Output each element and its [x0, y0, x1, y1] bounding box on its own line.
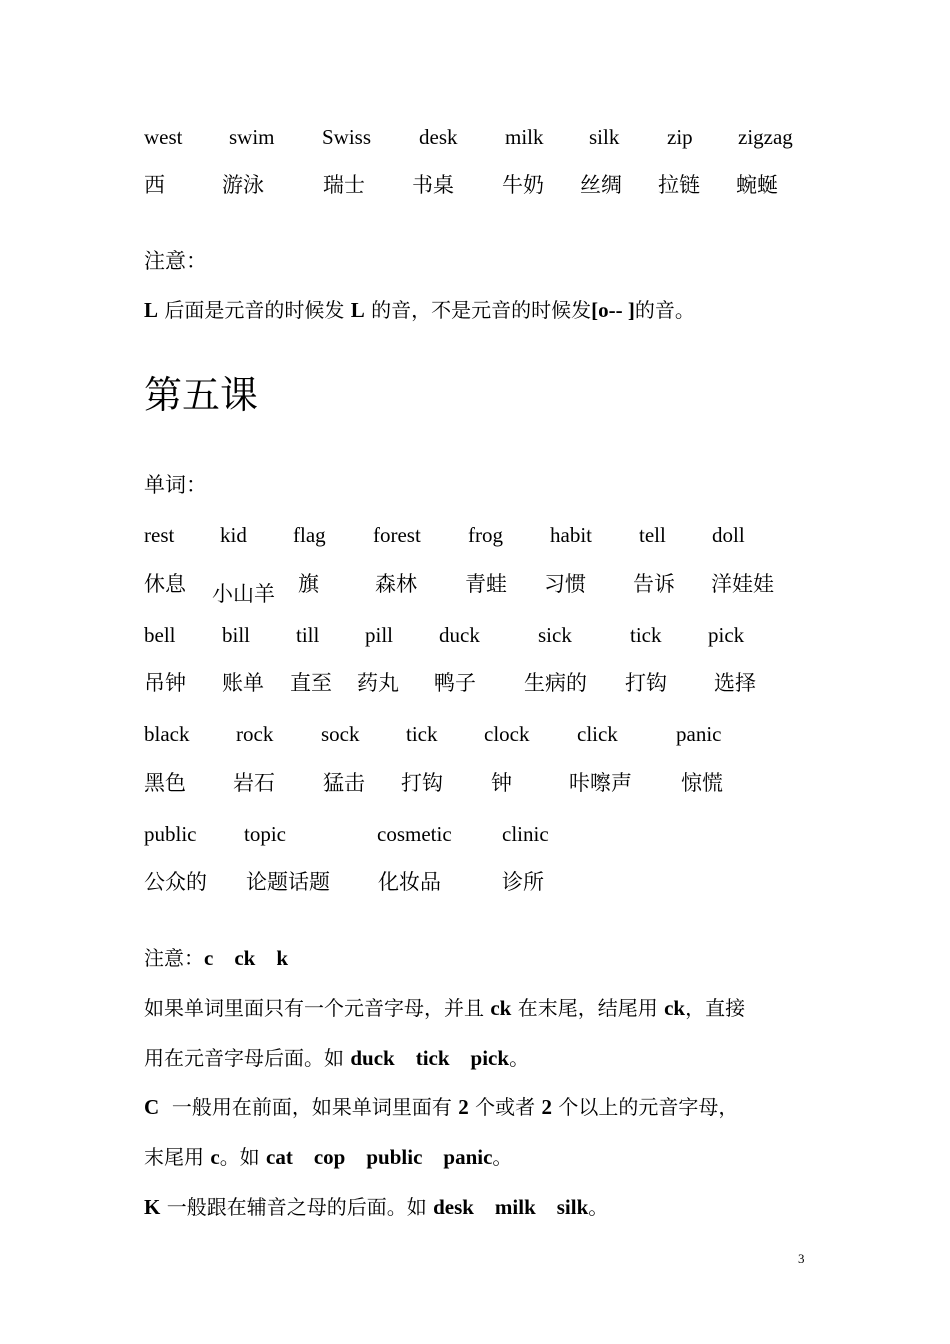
word: frog — [468, 523, 503, 547]
translation: 游泳 — [222, 173, 264, 197]
translation: 书桌 — [412, 173, 454, 197]
translation: 选择 — [714, 671, 756, 695]
word: pill — [365, 623, 394, 647]
translation: 森林 — [375, 572, 417, 596]
word: zigzag — [738, 125, 793, 149]
example-words: desk milk silk — [433, 1195, 589, 1219]
rule-text: 末尾用 — [144, 1145, 211, 1169]
translation: 旗 — [298, 572, 319, 596]
word: panic — [676, 722, 722, 746]
lesson-title: 第五课 — [144, 373, 259, 417]
rule-text: 。 — [492, 1145, 513, 1169]
word: habit — [550, 523, 592, 547]
translation: 论题话题 — [246, 870, 330, 894]
word: tick — [406, 722, 438, 746]
word: swim — [229, 125, 275, 149]
word: sick — [538, 623, 572, 647]
term: c — [210, 1145, 220, 1169]
translation: 直至 — [290, 671, 332, 695]
word: desk — [419, 125, 458, 149]
vocab-english-row — [0, 622, 950, 647]
vocab-chinese-row — [0, 770, 950, 795]
note-paragraph — [144, 1144, 512, 1170]
word: west — [144, 125, 183, 149]
note-ck-heading — [144, 945, 288, 971]
rule-text: 。 — [588, 1195, 609, 1219]
translation: 小山羊 — [212, 582, 275, 606]
word: Swiss — [322, 125, 372, 149]
term: ck — [664, 996, 686, 1020]
page-number: 3 — [798, 1251, 805, 1266]
word: sock — [321, 722, 360, 746]
rule-text: 如果单词里面只有一个元音字母，并且 — [144, 996, 491, 1020]
rule-text: 。如 — [219, 1145, 267, 1169]
vocab-english-row — [0, 721, 950, 746]
translation: 鸭子 — [434, 671, 476, 695]
note-l-rule — [144, 297, 695, 323]
rule-text: 在末尾，结尾用 — [511, 996, 665, 1020]
translation: 丝绸 — [580, 173, 622, 197]
term: C — [144, 1095, 160, 1119]
word: bell — [144, 623, 176, 647]
word: clock — [484, 722, 530, 746]
translation: 猛击 — [323, 771, 365, 795]
translation: 牛奶 — [502, 173, 544, 197]
number: 2 — [541, 1095, 552, 1119]
translation: 药丸 — [357, 671, 399, 695]
translation: 惊慌 — [681, 771, 723, 795]
translation: 洋娃娃 — [711, 572, 774, 596]
translation: 蜿蜒 — [736, 173, 778, 197]
word: tick — [630, 623, 662, 647]
translation: 休息 — [144, 572, 186, 596]
word: flag — [293, 523, 326, 547]
rule-text: 的音。 — [634, 298, 695, 322]
translation: 西 — [144, 173, 165, 197]
translation: 打钩 — [625, 671, 667, 695]
translation: 公众的 — [144, 870, 207, 894]
word: rock — [236, 722, 274, 746]
translation: 吊钟 — [144, 671, 186, 695]
word: doll — [712, 523, 745, 547]
word: tell — [639, 523, 666, 547]
note-paragraph — [144, 1194, 608, 1220]
word: clinic — [502, 822, 549, 846]
term: ck — [490, 996, 512, 1020]
rule-text: 个以上的元音字母， — [551, 1095, 739, 1119]
translation: 拉链 — [658, 173, 700, 197]
note-label: 注意： — [144, 249, 207, 273]
word: pick — [708, 623, 745, 647]
vocab-english-row — [0, 821, 950, 846]
word: zip — [667, 125, 693, 149]
translation: 打钩 — [401, 771, 443, 795]
translation: 黑色 — [144, 771, 186, 795]
rule-text: ，直接 — [685, 996, 746, 1020]
word: milk — [505, 125, 544, 149]
word: black — [144, 722, 190, 746]
example-words: duck tick pick — [350, 1046, 510, 1070]
word: bill — [222, 623, 251, 647]
note-label: 注意： — [144, 946, 204, 970]
translation: 化妆品 — [378, 870, 441, 894]
translation: 生病的 — [524, 671, 587, 695]
vocab-chinese-row — [0, 869, 950, 894]
phonetic-symbol: [o-- ] — [591, 298, 635, 322]
word: duck — [439, 623, 480, 647]
word: public — [144, 822, 197, 846]
letter-l: L — [350, 298, 365, 322]
vocab-chinese-row — [0, 571, 950, 606]
rule-text: 。 — [509, 1046, 530, 1070]
number: 2 — [458, 1095, 469, 1119]
translation: 咔嚓声 — [569, 771, 632, 795]
vocab-english-row — [0, 522, 950, 547]
term: K — [144, 1195, 161, 1219]
word: kid — [220, 523, 247, 547]
note-paragraph — [144, 1045, 529, 1071]
word: till — [296, 623, 320, 647]
note-paragraph — [144, 995, 745, 1021]
word: rest — [144, 523, 175, 547]
rule-text: 一般跟在辅音之母的后面。如 — [160, 1195, 434, 1219]
word: silk — [589, 125, 620, 149]
translation: 诊所 — [502, 870, 544, 894]
translation: 岩石 — [233, 771, 275, 795]
translation: 告诉 — [633, 572, 675, 596]
vocab-label: 单词： — [144, 473, 207, 497]
word: forest — [373, 523, 421, 547]
letter-l: L — [144, 298, 159, 322]
note-terms: c ck k — [204, 946, 288, 970]
rule-text: 后面是元音的时候发 — [158, 298, 351, 322]
word: topic — [244, 822, 286, 846]
rule-text: 用在元音字母后面。如 — [144, 1046, 351, 1070]
translation: 账单 — [222, 671, 264, 695]
translation: 青蛙 — [465, 572, 507, 596]
translation: 习惯 — [544, 572, 586, 596]
example-words: cat cop public panic — [266, 1145, 493, 1169]
rule-text: 的音，不是元音的时候发 — [364, 298, 592, 322]
rule-text: 一般用在前面，如果单词里面有 — [159, 1095, 459, 1119]
top-chinese-row — [0, 172, 950, 197]
translation: 钟 — [491, 771, 512, 795]
note-paragraph — [144, 1094, 738, 1120]
top-english-row — [0, 124, 950, 149]
translation: 瑞士 — [323, 173, 365, 197]
rule-text: 个或者 — [468, 1095, 542, 1119]
word: cosmetic — [377, 822, 452, 846]
vocab-chinese-row — [0, 670, 950, 695]
word: click — [577, 722, 618, 746]
